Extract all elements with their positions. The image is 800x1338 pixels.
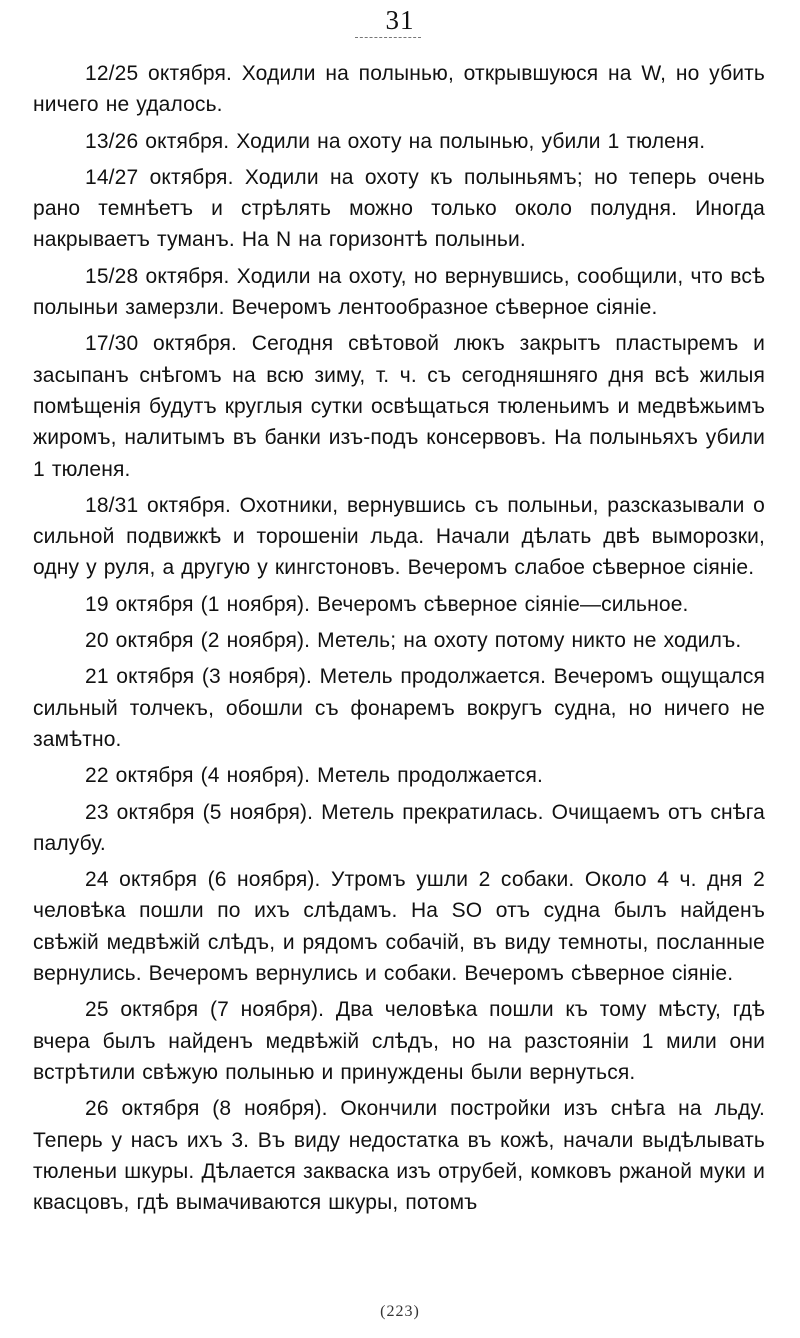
footer-page-number: (223) — [380, 1303, 420, 1320]
diary-entry: 26 октября (8 ноября). Окончили постройки изъ снѣга на льду. Теперь у насъ ихъ 3. Въ виду недостатка въ кожѣ, начали выдѣлывать тюленьи шкуры. Дѣлается закваска изъ отрубей, комковъ ржаной муки и квасцовъ, гдѣ вымачиваются шкуры, потомъ — [33, 1097, 765, 1215]
diary-entry: 21 октября (3 ноября). Метель продолжается. Вечеромъ ощущался сильный толчекъ, обошли съ фонаремъ вокругъ судна, но ничего не замѣтно. — [33, 665, 765, 751]
diary-entry: 22 октября (4 ноября). Метель продолжается. — [85, 764, 543, 788]
diary-entry: 18/31 октября. Охотники, вернувшись съ полыньи, разсказывали о сильной подвижкѣ и торошеніи льда. Начали дѣлать двѣ выморозки, одну у руля, а другую у кингстоновъ. Вечеромъ слабое сѣверное сіяніе. — [33, 493, 765, 580]
diary-entry: 19 октября (1 ноября). Вечеромъ сѣверное сіяніе—сильное. — [85, 592, 689, 616]
diary-entry: 15/28 октября. Ходили на охоту, но вернувшись, сообщили, что всѣ полыньи замерзли. Вечеромъ лентообразное сѣверное сіяніе. — [33, 264, 765, 320]
diary-entry: 12/25 октября. Ходили на полынью, открывшуюся на W, но убить ничего не удалось. — [33, 62, 765, 117]
diary-entry: 25 октября (7 ноября). Два человѣка пошли къ тому мѣсту, гдѣ вчера былъ найденъ медвѣжій слѣдъ, но на разстояніи 1 мили они встрѣтили свѣжую полынью и принуждены были вернуться. — [33, 998, 765, 1084]
diary-entry: 13/26 октября. Ходили на охоту на полынью, убили 1 тюленя. — [85, 129, 706, 153]
header-divider — [355, 37, 421, 38]
diary-text — [33, 58, 765, 1223]
diary-entry: 20 октября (2 ноября). Метель; на охоту потому никто не ходилъ. — [85, 629, 742, 653]
diary-entry: 14/27 октября. Ходили на охоту къ полыньямъ; но теперь очень рано темнѣетъ и стрѣлять можно только около полудня. Иногда накрываетъ туманъ. На N на горизонтѣ полыньи. — [33, 165, 765, 252]
diary-entry: 17/30 октября. Сегодня свѣтовой люкъ закрытъ пластыремъ и засыпанъ снѣгомъ на всю зиму, т. ч. съ сегодняшняго дня всѣ жилыя помѣщенія будутъ круглыя сутки освѣщаться тюленьимъ и медвѣжьимъ жиромъ, налитымъ въ банки изъ-подъ консервовъ. На полыньяхъ убили 1 тюленя. — [33, 332, 765, 481]
diary-entry: 23 октября (5 ноября). Метель прекратилась. Очищаемъ отъ снѣга палубу. — [33, 800, 765, 855]
page-number: 31 — [385, 5, 415, 35]
diary-entry: 24 октября (6 ноября). Утромъ ушли 2 собаки. Около 4 ч. дня 2 человѣка пошли по ихъ слѣдамъ. На SO отъ судна былъ найденъ свѣжій медвѣжій слѣдъ, и рядомъ собачій, въ виду темноты, посланные вернулись. Вечеромъ вернулись и собаки. Вечеромъ сѣверное сіяніе. — [33, 868, 765, 986]
